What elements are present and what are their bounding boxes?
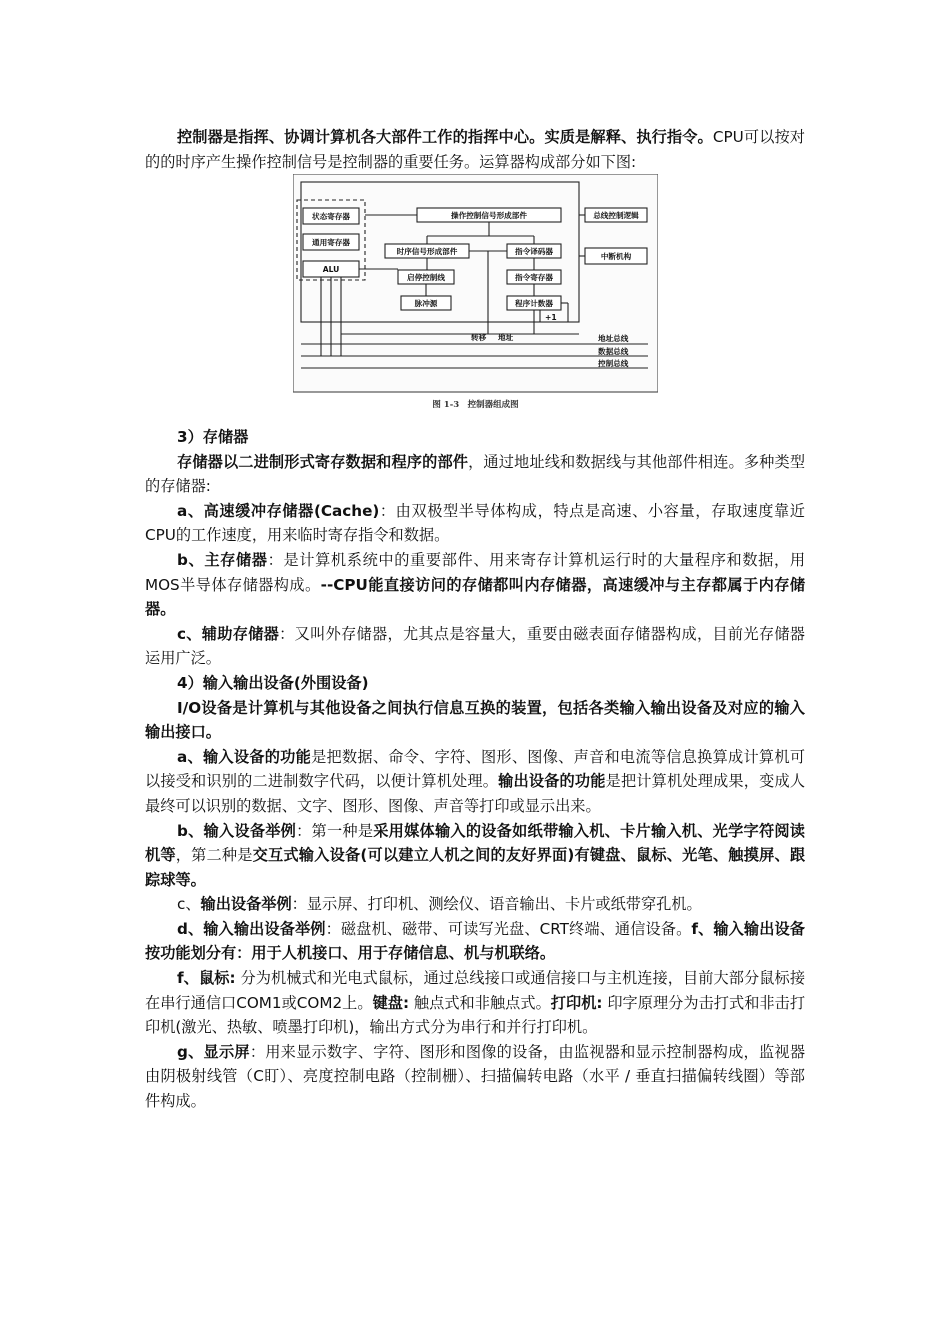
general-register-label: 通用寄存器	[312, 238, 350, 247]
intro-bold: 控制器是指挥、协调计算机各大部件工作的指挥中心。实质是解释、执行指令。	[177, 128, 713, 146]
aux-memory-bold: c、辅助存储器	[177, 624, 280, 643]
op-signal-box	[417, 208, 561, 222]
section3-intro-rest: ，通过地址线和数据线与其他部件相连。多种类型的存储器:	[145, 452, 806, 496]
status-register-box	[303, 208, 359, 224]
display-bold: g、显示屏	[177, 1042, 250, 1061]
bus-control-box	[585, 208, 647, 222]
start-stop-box	[398, 270, 454, 284]
mouse-bold: f、鼠标:	[177, 969, 236, 988]
display-paragraph	[145, 1040, 805, 1114]
pulse-box	[401, 296, 451, 310]
alu-label: ALU	[322, 265, 340, 274]
printer-bold: 打印机:	[550, 993, 603, 1012]
section4-intro-bold: I/O设备是计算机与其他设备之间执行信息互换的装置，包括各类输入输出设备及对应的输入输出接口。	[145, 698, 805, 742]
start-stop-label: 启停控制线	[407, 273, 445, 282]
section3-intro	[145, 450, 805, 499]
cache-paragraph	[145, 499, 805, 548]
body-text	[145, 425, 805, 1114]
instr-decoder-box	[507, 244, 561, 258]
bus-control-label: 总线控制逻辑	[593, 211, 639, 220]
input-examples-bold: b、输入设备举例	[177, 821, 297, 840]
general-register-box	[303, 234, 359, 250]
output-examples-bold: 输出设备举例	[200, 895, 292, 914]
figure-caption: 图 1-3 控制器组成图	[432, 400, 519, 410]
io-function-paragraph	[145, 745, 805, 819]
input-examples-mid2: ，第二种是	[175, 846, 253, 865]
main-memory-bold2: --CPU能直接访问的存储都叫内存储器，高速缓冲与主存都属于内存储器。	[145, 575, 806, 619]
plus-one-label: +1	[545, 313, 557, 322]
control-bus-label: 控制总线	[598, 359, 629, 368]
pulse-label: 脉冲源	[414, 299, 438, 308]
io-examples-bold: d、输入输出设备举例	[177, 919, 326, 938]
intro-paragraph	[145, 125, 805, 174]
io-examples-rest: ：磁盘机、磁带、可读写光盘、CRT终端、通信设备。	[325, 919, 692, 938]
interrupt-box	[585, 248, 647, 264]
controller-diagram	[293, 174, 658, 394]
output-examples-paragraph	[145, 892, 805, 917]
cache-bold: a、高速缓冲存储器(Cache)	[177, 501, 380, 520]
output-function-bold: 输出设备的功能	[498, 772, 606, 791]
printer-rest: 印字原理分为击打式和非击打印机(激光、热敏、喷墨打印机)，输出方式分为串行和并行打印机。	[145, 993, 806, 1037]
mouse-rest: 分为机械式和光电式鼠标，通过总线接口或通信接口与主机连接，目前大部分鼠标接在串行通信口COM1或COM2上。	[145, 969, 806, 1012]
mouse-paragraph	[145, 966, 805, 1040]
intro-block	[145, 125, 805, 174]
section3-heading	[145, 425, 805, 450]
timing-label: 时序信号形成部件	[396, 247, 458, 256]
output-function-rest: 是把计算机处理成果，变成人最终可以识别的数据、文字、图形、图像、声音等打印或显示出来。	[145, 772, 806, 815]
intro-rest: CPU可以按对的的时序产生操作控制信号是控制器的重要任务。运算器构成部分如下图:	[145, 128, 805, 171]
section4-heading	[145, 671, 805, 696]
section3-intro-bold: 存储器以二进制形式寄存数据和程序的部件	[177, 452, 469, 471]
alu-box	[303, 261, 359, 277]
transfer-label: 转移	[471, 333, 487, 342]
io-classification-bold: f、输入输出设备按功能划分有：用于人机接口、用于存储信息、机与机联络。	[145, 919, 805, 963]
cache-rest: ：由双极型半导体构成，特点是高速、小容量，存取速度靠近CPU的工作速度，用来临时寄存指令和数据。	[145, 501, 805, 545]
address-bus-label: 地址总线	[598, 334, 629, 343]
aux-memory-rest: ：又叫外存储器，尤其点是容量大，重要由磁表面存储器构成，目前光存储器运用广泛。	[145, 624, 805, 668]
input-function-bold: a、输入设备的功能	[177, 747, 312, 766]
input-examples-bold2: 采用媒体输入的设备如纸带输入机、卡片输入机、光学字符阅读机等	[145, 821, 805, 865]
pc-label: 程序计数器	[515, 299, 553, 308]
section4-intro	[145, 696, 805, 745]
keyboard-rest: 触点式和非触点式。	[409, 993, 551, 1012]
op-signal-label: 操作控制信号形成部件	[451, 211, 527, 220]
instr-register-label: 指令寄存器	[515, 273, 553, 282]
output-examples-prefix: c、	[177, 895, 201, 914]
timing-box	[385, 244, 469, 258]
main-memory-rest: ：是计算机系统中的重要部件、用来寄存计算机运行时的大量程序和数据，用MOS半导体存储器构成。	[145, 550, 806, 594]
data-bus-label: 数据总线	[598, 347, 629, 356]
section3-heading-text: 3）存储器	[177, 428, 249, 446]
display-rest: ：用来显示数字、字符、图形和图像的设备，由监视器和显示控制器构成，监视器由阴极射线管（C盯）、亮度控制电路（控制栅）、扫描偏转电路（水平 / 垂直扫描偏转线圈）等部件构成。	[145, 1042, 806, 1111]
status-register-label: 状态寄存器	[312, 212, 350, 221]
instr-register-box	[507, 270, 561, 284]
address-label: 地址	[498, 333, 514, 342]
aux-memory-paragraph	[145, 622, 805, 671]
input-examples-paragraph	[145, 819, 805, 893]
output-examples-rest: ：显示屏、打印机、测绘仪、语音输出、卡片或纸带穿孔机。	[291, 895, 702, 914]
main-memory-paragraph	[145, 548, 805, 622]
io-examples-paragraph	[145, 917, 805, 966]
input-function-rest: 是把数据、命令、字符、图形、图像、声音和电流等信息换算成计算机可以接受和识别的二进制数字代码，以便计算机处理。	[145, 747, 806, 791]
input-examples-bold3: 交互式输入设备(可以建立人机之间的友好界面)有键盘、鼠标、光笔、触摸屏、跟踪球等。	[145, 846, 806, 889]
interrupt-label: 中断机构	[600, 252, 632, 261]
instr-decoder-label: 指令译码器	[515, 247, 553, 256]
section4-heading-text: 4）输入输出设备(外围设备)	[177, 673, 369, 692]
pc-box	[507, 296, 561, 310]
keyboard-bold: 键盘:	[372, 993, 410, 1012]
input-examples-mid: ：第一种是	[296, 821, 374, 840]
main-memory-bold: b、主存储器	[177, 550, 268, 569]
